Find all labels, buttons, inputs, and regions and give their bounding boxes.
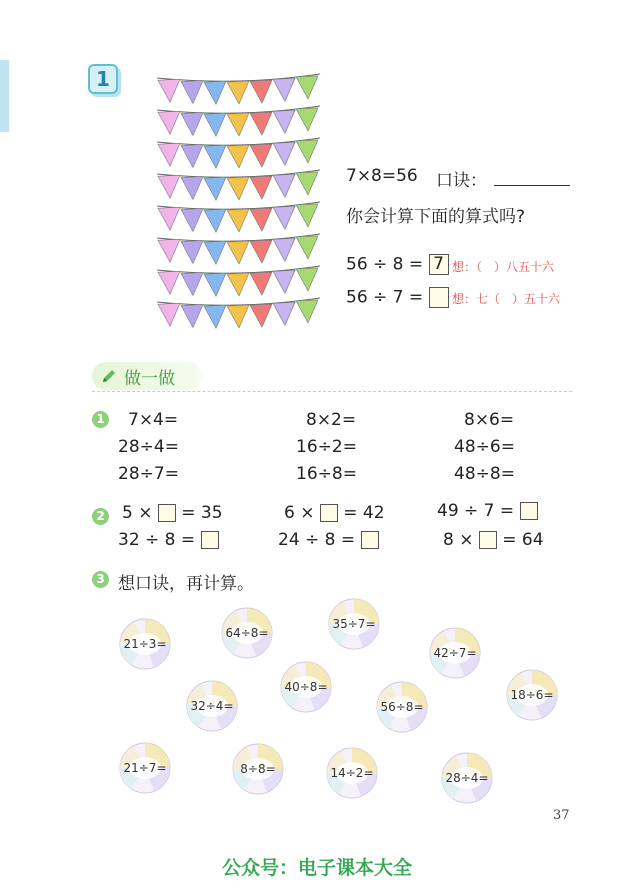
beach-ball-problem bbox=[118, 617, 172, 671]
bunting-flag bbox=[158, 207, 180, 230]
bunting-flag bbox=[296, 140, 318, 163]
bunting-flag bbox=[227, 273, 249, 296]
bunting-flag bbox=[158, 239, 180, 262]
bunting-flag bbox=[250, 240, 272, 263]
bunting-string bbox=[157, 106, 320, 113]
bunting-flag bbox=[204, 273, 226, 296]
bunting-flag bbox=[273, 142, 295, 165]
bunting-flag bbox=[158, 175, 180, 198]
example-equation: 7×8=56 bbox=[346, 166, 418, 186]
ball-expression: 32÷4= bbox=[190, 699, 234, 713]
answer-box[interactable] bbox=[429, 287, 449, 308]
ex2-left: 49 ÷ 7 = bbox=[437, 501, 515, 521]
bunting-flag bbox=[273, 238, 295, 261]
ex1-item: 28÷7= bbox=[118, 464, 179, 484]
ex1-item: 16÷2= bbox=[296, 437, 357, 457]
bunting-flag bbox=[204, 81, 226, 104]
ex1-item: 28÷4= bbox=[118, 437, 179, 457]
bunting-flag bbox=[296, 76, 318, 99]
bunting-flag bbox=[250, 208, 272, 231]
koujue-answer-line[interactable] bbox=[494, 185, 570, 186]
ball-expression: 14÷2= bbox=[330, 766, 374, 780]
example-problem-2 bbox=[346, 287, 449, 308]
ball-expression: 40÷8= bbox=[284, 680, 328, 694]
footer-watermark-text: 公众号：电子课本大全 bbox=[222, 857, 413, 879]
bunting-flag bbox=[296, 108, 318, 131]
bunting-flag bbox=[273, 110, 295, 133]
hint-text-1: 想：（ ）八五十六 bbox=[452, 260, 555, 274]
hint-text-2: 想：七（ ）五十六 bbox=[452, 292, 561, 306]
ball-expression: 18÷6= bbox=[510, 688, 554, 702]
ball-expression: 56÷8= bbox=[380, 700, 424, 714]
ex1-item: 16÷8= bbox=[296, 464, 357, 484]
exercise-2-badge: 2 bbox=[92, 508, 109, 525]
beach-ball-problem bbox=[440, 751, 494, 805]
bunting-flag bbox=[204, 113, 226, 136]
bunting-flag bbox=[227, 81, 249, 104]
bunting-flag bbox=[204, 241, 226, 264]
ex1-item: 8×2= bbox=[306, 410, 357, 430]
bunting-flag bbox=[250, 80, 272, 103]
pencil-icon bbox=[100, 367, 118, 385]
beach-ball-problem bbox=[185, 679, 239, 733]
exercise-3-badge: 3 bbox=[92, 571, 109, 588]
exercise-1-badge: 1 bbox=[92, 411, 109, 428]
beach-ball-problem bbox=[375, 680, 429, 734]
bunting-flag bbox=[158, 79, 180, 102]
ball-expression: 8÷8= bbox=[240, 762, 276, 776]
ex2-left: 5 × bbox=[122, 503, 153, 523]
bunting-flag bbox=[227, 305, 249, 328]
bunting-string bbox=[157, 138, 320, 145]
answer-box-filled[interactable]: 7 bbox=[429, 254, 449, 275]
answer-box[interactable] bbox=[320, 504, 338, 522]
ball-expression: 42÷7= bbox=[433, 646, 477, 660]
ball-expression: 35÷7= bbox=[332, 617, 376, 631]
bunting-flag bbox=[204, 145, 226, 168]
bunting-string bbox=[157, 234, 320, 241]
bunting-string bbox=[157, 202, 320, 209]
bunting-flag bbox=[227, 177, 249, 200]
section-divider bbox=[92, 391, 572, 392]
ex1-item: 7×4= bbox=[128, 410, 179, 430]
ball-expression: 64÷8= bbox=[225, 626, 269, 640]
section-number-badge: 1 bbox=[88, 64, 118, 94]
ex2-item bbox=[278, 530, 379, 550]
bunting-flag bbox=[227, 113, 249, 136]
ex1-item: 48÷8= bbox=[454, 464, 515, 484]
beach-ball-problem bbox=[428, 626, 482, 680]
bunting-flag bbox=[250, 176, 272, 199]
page-number: 37 bbox=[553, 808, 570, 823]
bunting-flag bbox=[227, 145, 249, 168]
bunting-flag bbox=[296, 236, 318, 259]
ex2-item bbox=[437, 501, 538, 521]
bunting-flag bbox=[204, 209, 226, 232]
answer-box[interactable] bbox=[520, 502, 538, 520]
bunting-flag bbox=[181, 273, 203, 296]
bunting-string bbox=[157, 170, 320, 177]
bunting-flag bbox=[250, 144, 272, 167]
bunting-flag bbox=[181, 145, 203, 168]
beach-ball-problem bbox=[505, 668, 559, 722]
bunting-flag bbox=[296, 300, 318, 323]
beach-ball-problem bbox=[231, 742, 285, 796]
problem-expression: 56 ÷ 8 = bbox=[346, 254, 424, 275]
ex2-right: = 35 bbox=[181, 503, 223, 523]
page-edge-tab bbox=[0, 60, 9, 132]
beach-ball-problem bbox=[325, 746, 379, 800]
ball-expression: 21÷3= bbox=[123, 637, 167, 651]
bunting-string bbox=[157, 74, 320, 81]
bunting-flag bbox=[296, 268, 318, 291]
bunting-flag bbox=[181, 241, 203, 264]
bunting-flag bbox=[158, 303, 180, 326]
ball-expression: 21÷7= bbox=[123, 761, 167, 775]
ex2-left: 8 × bbox=[443, 530, 474, 550]
answer-box[interactable] bbox=[361, 531, 379, 549]
exercise-3-title: 想口诀，再计算。 bbox=[118, 574, 254, 594]
bunting-flag bbox=[273, 302, 295, 325]
ex2-item bbox=[118, 530, 219, 550]
bunting-flag bbox=[204, 305, 226, 328]
example-problem-1 bbox=[346, 254, 449, 275]
bunting-flag bbox=[273, 78, 295, 101]
ball-expression: 28÷4= bbox=[445, 771, 489, 785]
bunting-flag bbox=[181, 177, 203, 200]
bunting-flag bbox=[158, 111, 180, 134]
ex2-left: 6 × bbox=[284, 503, 315, 523]
ex2-left: 32 ÷ 8 = bbox=[118, 530, 196, 550]
ex1-item: 48÷6= bbox=[454, 437, 515, 457]
answer-box[interactable] bbox=[158, 504, 176, 522]
bunting-flag bbox=[181, 81, 203, 104]
koujue-label: 口诀： bbox=[436, 171, 487, 191]
bunting-flag bbox=[181, 113, 203, 136]
bunting-flags-illustration bbox=[155, 72, 325, 342]
bunting-string bbox=[157, 298, 320, 305]
bunting-flag bbox=[227, 209, 249, 232]
bunting-flag bbox=[273, 206, 295, 229]
bunting-flag bbox=[273, 174, 295, 197]
problem-expression: 56 ÷ 7 = bbox=[346, 287, 424, 308]
answer-box[interactable] bbox=[201, 531, 219, 549]
zuo-yi-zuo-label: 做一做 bbox=[124, 368, 175, 389]
beach-ball-problem bbox=[279, 660, 333, 714]
bunting-flag bbox=[296, 172, 318, 195]
beach-ball-problem bbox=[220, 606, 274, 660]
bunting-flag bbox=[181, 305, 203, 328]
ex2-right: = 42 bbox=[343, 503, 385, 523]
bunting-flag bbox=[273, 270, 295, 293]
ex1-item: 8×6= bbox=[464, 410, 515, 430]
bunting-flag bbox=[250, 112, 272, 135]
bunting-flag bbox=[250, 304, 272, 327]
beach-ball-problem bbox=[118, 741, 172, 795]
ex2-item bbox=[443, 530, 544, 550]
bunting-flag bbox=[227, 241, 249, 264]
ex2-right: = 64 bbox=[502, 530, 544, 550]
bunting-string bbox=[157, 266, 320, 273]
ex2-item bbox=[122, 503, 223, 523]
zuo-yi-zuo-banner bbox=[92, 362, 202, 390]
beach-ball-problem bbox=[327, 597, 381, 651]
bunting-flag bbox=[181, 209, 203, 232]
bunting-flag bbox=[158, 143, 180, 166]
bunting-flag bbox=[158, 271, 180, 294]
ex2-item bbox=[284, 503, 385, 523]
answer-box[interactable] bbox=[479, 531, 497, 549]
bunting-flag bbox=[204, 177, 226, 200]
bunting-flag bbox=[296, 204, 318, 227]
ex2-left: 24 ÷ 8 = bbox=[278, 530, 356, 550]
bunting-flag bbox=[250, 272, 272, 295]
example-question: 你会计算下面的算式吗? bbox=[346, 207, 526, 227]
